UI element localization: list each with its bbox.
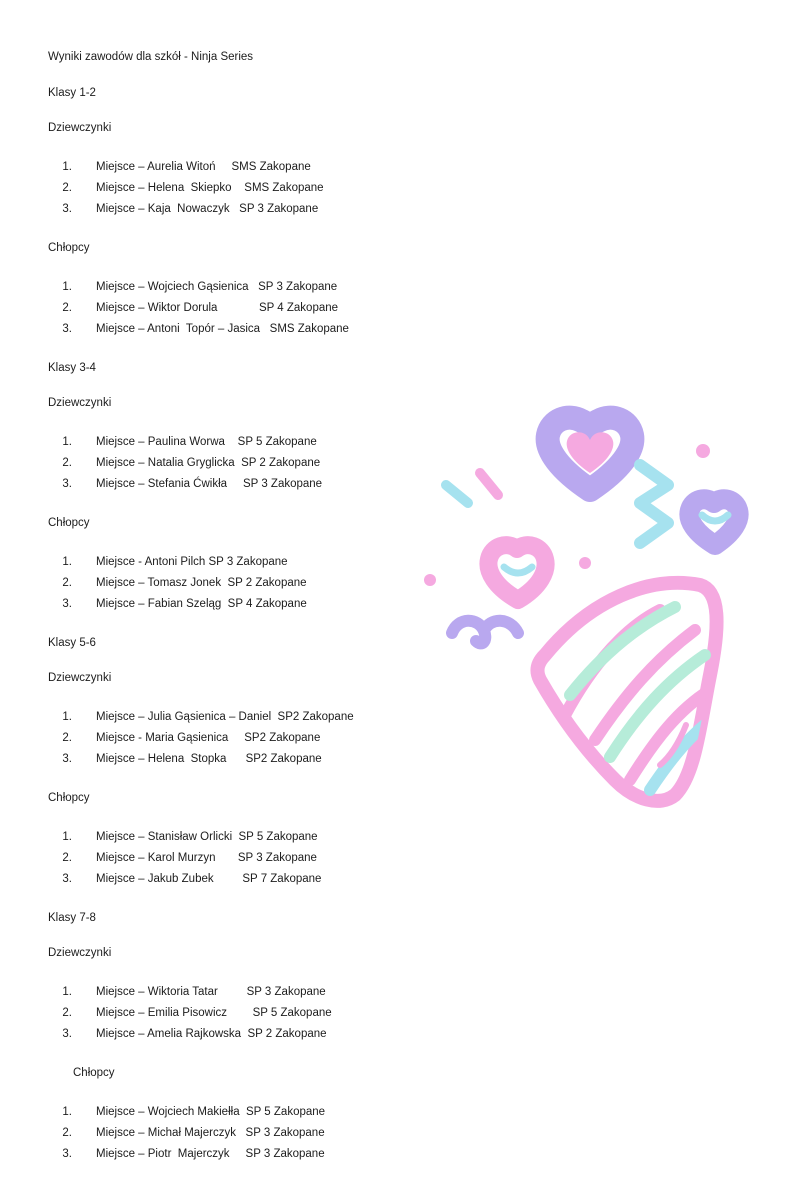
result-text: Miejsce – Michał Majerczyk SP 3 Zakopane [96,1127,325,1139]
result-text: Miejsce – Amelia Rajkowska SP 2 Zakopane [96,1028,327,1040]
results-list [48,552,448,615]
group-heading-girls: Dziewczynki [48,122,112,134]
result-number: 1. [62,281,72,293]
result-number: 2. [62,1127,72,1139]
result-number: 3. [62,873,72,885]
section-klasy-7-8 [48,911,448,1165]
party-popper-icon [410,395,780,815]
result-number: 2. [62,1007,72,1019]
result-text: Miejsce – Helena Stopka SP2 Zakopane [96,753,322,765]
category-heading: Klasy 7-8 [48,912,96,924]
result-number: 3. [62,1028,72,1040]
section-klasy-1-2 [48,86,448,340]
result-item [48,749,448,770]
result-text: Miejsce – Natalia Gryglicka SP 2 Zakopane [96,457,321,469]
results-list [48,827,448,890]
results-list [48,157,448,220]
result-text: Miejsce – Fabian Szeląg SP 4 Zakopane [96,598,307,610]
category-heading: Klasy 1-2 [48,87,96,99]
streamer-zigzag [640,465,668,543]
result-item [48,1003,448,1024]
result-item [48,848,448,869]
result-number: 1. [62,556,72,568]
result-number: 3. [62,203,72,215]
result-text: Miejsce – Jakub Zubek SP 7 Zakopane [96,873,322,885]
result-item [48,474,448,495]
result-number: 1. [62,161,72,173]
result-text: Miejsce – Stefania Ćwikła SP 3 Zakopane [96,478,323,490]
popper-cone [538,583,717,801]
document-title: Wyniki zawodów dla szkół - Ninja Series [48,51,254,63]
group-heading-girls: Dziewczynki [48,397,112,409]
result-text: Miejsce – Wojciech Gąsienica SP 3 Zakopane [96,281,338,293]
results-list [48,982,448,1045]
result-number: 2. [62,852,72,864]
confetti-dot [579,557,591,569]
result-number: 1. [62,711,72,723]
result-item [48,707,448,728]
result-text: Miejsce – Stanisław Orlicki SP 5 Zakopane [96,831,318,843]
result-item [48,319,448,340]
results-list [48,432,448,495]
result-item [48,552,448,573]
group-heading-boys: Chłopcy [48,242,90,254]
result-text: Miejsce – Wojciech Makiełła SP 5 Zakopane [96,1106,326,1118]
result-text: Miejsce – Wiktor Dorula SP 4 Zakopane [96,302,339,314]
category-heading: Klasy 5-6 [48,637,96,649]
result-text: Miejsce – Wiktoria Tatar SP 3 Zakopane [96,986,326,998]
section-klasy-5-6 [48,636,448,890]
result-item [48,728,448,749]
group-heading-boys: Chłopcy [48,792,90,804]
result-item [48,199,448,220]
result-item [48,1144,448,1165]
results-list [48,1102,448,1165]
result-item [48,1024,448,1045]
result-item [48,453,448,474]
results-list [48,277,448,340]
result-number: 1. [62,436,72,448]
result-number: 1. [62,986,72,998]
result-number: 2. [62,457,72,469]
result-number: 2. [62,732,72,744]
result-text: Miejsce – Karol Murzyn SP 3 Zakopane [96,852,317,864]
result-item [48,594,448,615]
group-heading-girls: Dziewczynki [48,947,112,959]
streamer-curl [452,621,518,644]
result-text: Miejsce – Kaja Nowaczyk SP 3 Zakopane [96,203,319,215]
confetti-dot [424,574,436,586]
category-heading: Klasy 3-4 [48,362,96,374]
result-text: Miejsce - Antoni Pilch SP 3 Zakopane [96,556,288,568]
section-klasy-3-4 [48,361,448,615]
results-document [48,50,448,1186]
result-item [48,869,448,890]
result-text: Miejsce – Piotr Majerczyk SP 3 Zakopane [96,1148,325,1160]
result-text: Miejsce – Helena Skiepko SMS Zakopane [96,182,324,194]
result-item [48,573,448,594]
result-number: 3. [62,753,72,765]
result-item [48,432,448,453]
result-number: 2. [62,182,72,194]
result-number: 1. [62,1106,72,1118]
result-item [48,1102,448,1123]
group-heading-boys: Chłopcy [73,1067,115,1079]
result-text: Miejsce – Julia Gąsienica – Daniel SP2 Zakopane [96,711,354,723]
result-number: 2. [62,302,72,314]
group-heading-girls: Dziewczynki [48,672,112,684]
result-text: Miejsce – Emilia Pisowicz SP 5 Zakopane [96,1007,332,1019]
result-text: Miejsce – Paulina Worwa SP 5 Zakopane [96,436,317,448]
result-item [48,827,448,848]
result-text: Miejsce – Aurelia Witoń SMS Zakopane [96,161,311,173]
result-item [48,157,448,178]
group-heading-boys: Chłopcy [48,517,90,529]
result-number: 2. [62,577,72,589]
result-number: 3. [62,598,72,610]
result-number: 3. [62,1148,72,1160]
result-number: 3. [62,478,72,490]
result-item [48,298,448,319]
result-number: 1. [62,831,72,843]
result-text: Miejsce – Tomasz Jonek SP 2 Zakopane [96,577,307,589]
result-text: Miejsce - Maria Gąsienica SP2 Zakopane [96,732,321,744]
result-item [48,982,448,1003]
result-item [48,1123,448,1144]
results-list [48,707,448,770]
confetti-dot [696,444,710,458]
result-text: Miejsce – Antoni Topór – Jasica SMS Zakopane [96,323,349,335]
result-number: 3. [62,323,72,335]
result-item [48,277,448,298]
result-item [48,178,448,199]
